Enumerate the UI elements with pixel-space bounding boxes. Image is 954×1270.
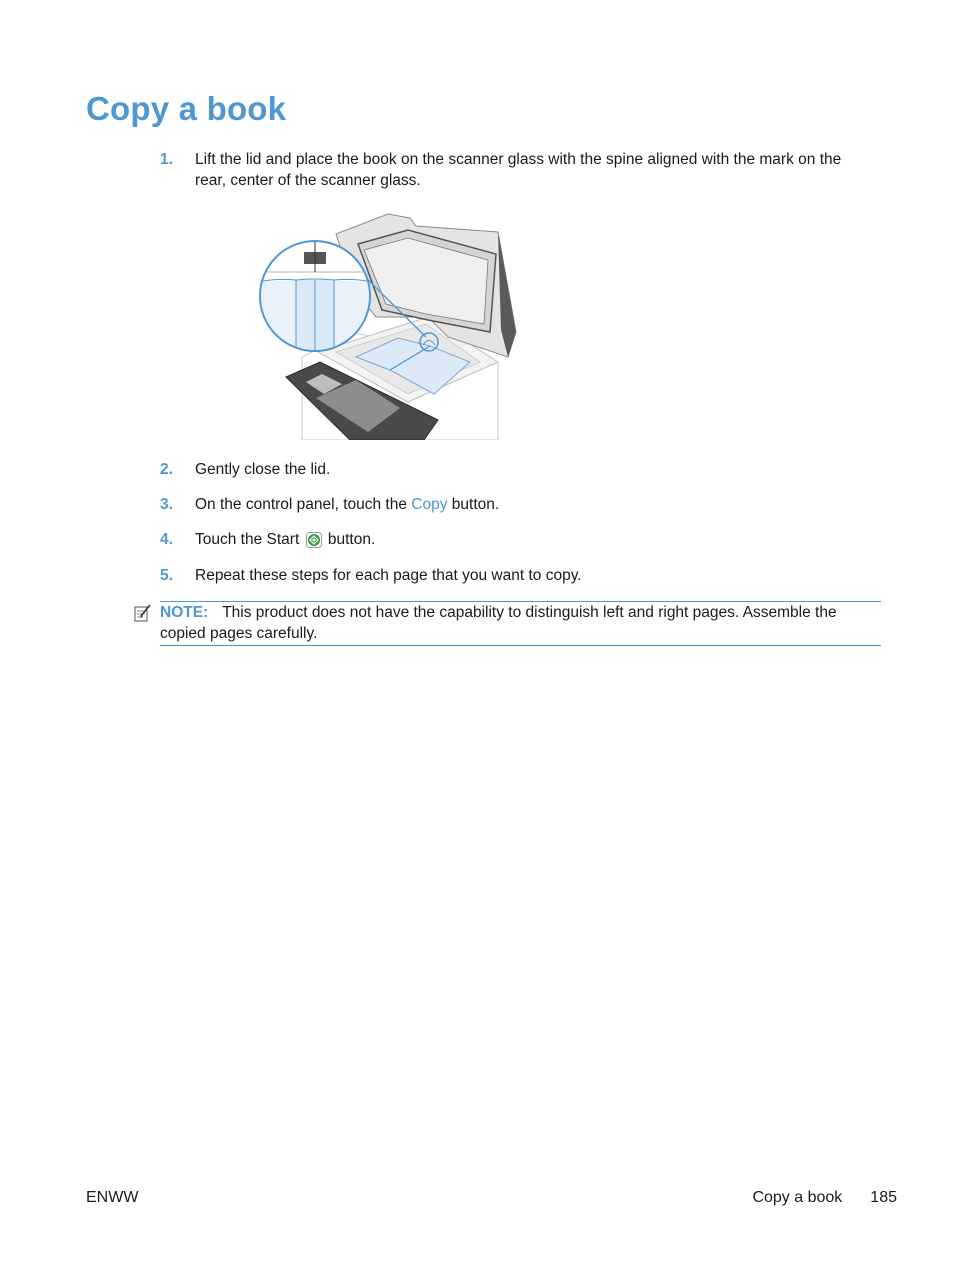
step-text: Repeat these steps for each page that you want to copy. — [195, 567, 582, 584]
copy-button-reference: Copy — [411, 496, 448, 513]
step-text: Gently close the lid. — [195, 461, 331, 478]
step-number: 4. — [160, 531, 173, 548]
note-text: This product does not have the capability to distinguish left and right pages. Assemble the copied pages carefully. — [160, 604, 837, 642]
step-4 — [160, 529, 860, 550]
footer-left: ENWW — [86, 1189, 139, 1206]
note-label: NOTE: — [160, 604, 209, 621]
step-text — [195, 494, 860, 515]
step-number: 1. — [160, 151, 173, 168]
step-text-suffix: button. — [323, 531, 376, 548]
step-5 — [160, 565, 860, 586]
page-number: 185 — [870, 1189, 897, 1206]
step-text: Lift the lid and place the book on the scanner glass with the spine aligned with the mark on the rear, center of the scanner glass. — [195, 151, 842, 189]
step-2 — [160, 459, 860, 480]
step-text — [195, 529, 860, 550]
note-pencil-icon — [134, 603, 152, 623]
step-text-suffix: button. — [447, 496, 500, 513]
step-1 — [160, 149, 860, 191]
step-number: 2. — [160, 461, 173, 478]
step-3 — [160, 494, 860, 515]
scanner-book-illustration — [258, 212, 520, 440]
footer-section: Copy a book — [752, 1189, 843, 1206]
start-button-icon — [306, 532, 322, 548]
page-title: Copy a book — [86, 90, 287, 127]
step-number: 3. — [160, 496, 173, 513]
footer-right — [752, 1189, 897, 1207]
step-number: 5. — [160, 567, 173, 584]
step-text-prefix: On the control panel, touch the — [195, 496, 412, 513]
note-box — [160, 601, 881, 646]
step-text-prefix: Touch the Start — [195, 531, 304, 548]
